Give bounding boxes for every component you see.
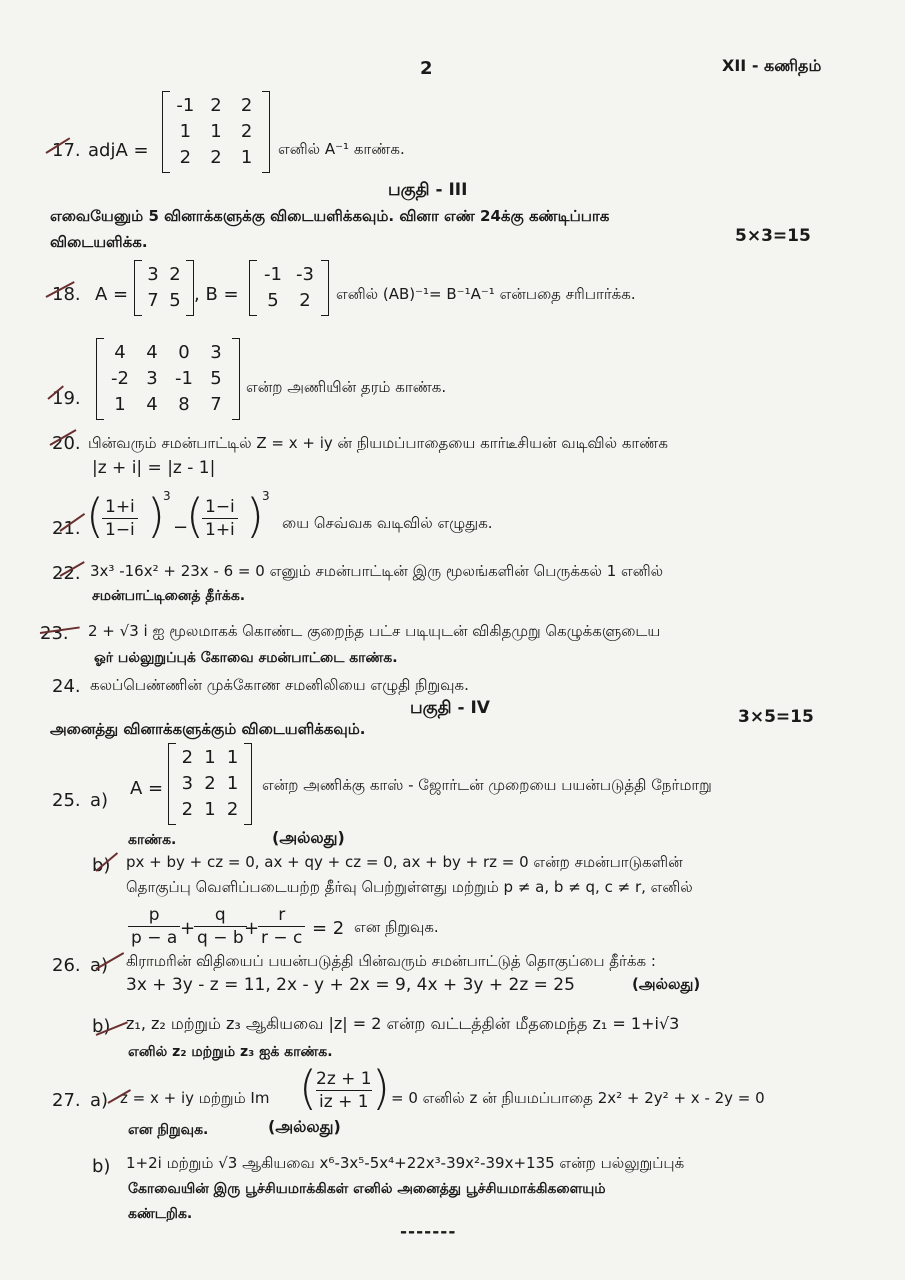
- q25-matrix-cell: 2: [226, 799, 239, 820]
- q19-matrix: [104, 340, 232, 418]
- footer-divider: -------: [400, 1222, 457, 1242]
- q27-fraction-denominator: iz + 1: [316, 1090, 372, 1113]
- q21-exponent-1: 3: [163, 489, 171, 503]
- q17-matrix-cell: -1: [176, 95, 195, 116]
- q19-matrix-cell: 0: [178, 342, 190, 363]
- q17-text: எனில் A⁻¹ காண்க.: [278, 140, 405, 158]
- q25-matrix-cell: 2: [181, 799, 194, 820]
- q25-matrix-cell: 1: [204, 747, 216, 768]
- q19-matrix-cell: 8: [178, 394, 190, 415]
- q25-number: 25.: [52, 790, 81, 811]
- q19-matrix-cell: -1: [175, 368, 193, 389]
- q25-fraction-q-denominator: q − b: [194, 926, 247, 949]
- q18-b-label: , B =: [194, 284, 239, 305]
- q25-a-text2: காண்க.: [128, 832, 177, 848]
- q24-number: 24.: [52, 676, 81, 697]
- q18-b-matrix-cell: -1: [264, 264, 282, 285]
- q19-matrix-cell: 7: [210, 394, 222, 415]
- q21-fraction-1-numerator: 1+i: [105, 497, 135, 517]
- q18-a-label: A =: [95, 284, 129, 305]
- q26-b-line2: எனில் z₂ மற்றும் z₃ ஐக் காண்க.: [128, 1044, 333, 1060]
- q26-a-label: a): [90, 955, 109, 976]
- q25-fraction-q-numerator: q: [214, 905, 226, 925]
- q25-b-label: b): [92, 855, 111, 876]
- q25-fraction-p-numerator: p: [148, 905, 160, 925]
- q18-b-matrix-cell: 2: [299, 290, 311, 311]
- q27-or: (அல்லது): [268, 1117, 341, 1136]
- q19-number: 19.: [52, 388, 81, 409]
- section3-marks: 5×3=15: [735, 226, 811, 246]
- q17-matrix-cell: 2: [179, 147, 192, 168]
- q27-b-line1: 1+2i மற்றும் √3 ஆகியவை x⁶-3x⁵-5x⁴+22x³-39x²-39x+135 என்ற பல்லுறுப்புக்: [126, 1154, 685, 1172]
- q19-matrix-cell: 1: [114, 394, 126, 415]
- q26-or: (அல்லது): [632, 975, 701, 993]
- q18-text: எனில் (AB)⁻¹= B⁻¹A⁻¹ என்பதை சரிபார்க்க.: [336, 285, 636, 303]
- q25-a-text1: என்ற அணிக்கு காஸ் - ஜோர்டன் முறையை பயன்படுத்தி நேர்மாறு: [262, 776, 712, 794]
- q24-text: கலப்பெண்ணின் முக்கோண சமனிலியை எழுதி நிறுவுக.: [90, 676, 469, 694]
- q22-number: 22.: [52, 563, 81, 584]
- page-number: 2: [420, 58, 433, 79]
- q25-fraction-p-denominator: p − a: [128, 926, 180, 949]
- q17-number: 17.: [52, 140, 81, 161]
- q17-matrix-cell: 1: [240, 147, 253, 168]
- q19-matrix-cell: 4: [146, 342, 158, 363]
- q18-a-matrix-cell: 3: [147, 264, 159, 285]
- q17-matrix-cell: 2: [240, 121, 253, 142]
- q21-fraction-2-numerator: 1−i: [205, 497, 235, 517]
- q18-b-matrix-cell: 5: [267, 290, 279, 311]
- q25-equals: = 2: [312, 918, 345, 939]
- q18-a-matrix-cell: 2: [169, 264, 181, 285]
- q18-b-matrix: [257, 262, 321, 314]
- section4-instruction: அனைத்து வினாக்களுக்கும் விடையளிக்கவும்.: [50, 720, 366, 738]
- q18-number: 18.: [52, 284, 81, 305]
- section4-title: பகுதி - IV: [410, 698, 490, 718]
- q17-matrix: [170, 93, 262, 171]
- q23-line2: ஓர் பல்லுறுப்புக் கோவை சமன்பாட்டை காண்க.: [94, 650, 398, 666]
- q25-fraction-r: [258, 904, 305, 949]
- q25-matrix-cell: 1: [204, 799, 216, 820]
- q21-close-paren-2: ): [246, 489, 264, 543]
- q25-b-line2: தொகுப்பு வெளிப்படையற்ற தீர்வு பெற்றுள்ளது மற்றும் p ≠ a, b ≠ q, c ≠ r, எனில்: [126, 878, 693, 896]
- q22-line2: சமன்பாட்டினைத் தீர்க்க.: [92, 588, 246, 604]
- q25-or: (அல்லது): [272, 828, 345, 847]
- q18-a-matrix: [142, 262, 186, 314]
- q21-fraction-2: [202, 496, 238, 541]
- q25-b-line1: px + by + cz = 0, ax + qy + cz = 0, ax + by + rz = 0 என்ற சமன்பாடுகளின்: [126, 853, 683, 871]
- q27-a-line2: என நிறுவுக.: [128, 1122, 209, 1138]
- q21-fraction-1: [102, 496, 138, 541]
- q23-line1: 2 + √3 i ஐ மூலமாகக் கொண்ட குறைந்த பட்ச படியுடன் விகிதமுறு கெழுக்களுடைய: [88, 622, 661, 640]
- q25-plus-1: +: [180, 918, 196, 939]
- q25-a-lhs: A =: [130, 778, 164, 799]
- q25-fraction-r-numerator: r: [278, 905, 286, 925]
- q21-text: யை செவ்வக வடிவில் எழுதுக.: [282, 514, 493, 532]
- q27-a-label: a): [90, 1090, 109, 1111]
- section3-title: பகுதி - III: [388, 180, 468, 200]
- q25-matrix: [176, 745, 244, 823]
- q18-b-matrix-cell: -3: [296, 264, 314, 285]
- q25-matrix-cell: 3: [181, 773, 194, 794]
- q19-text: என்ற அணியின் தரம் காண்க.: [246, 378, 447, 396]
- q21-exponent-2: 3: [262, 489, 270, 503]
- q23-number: 23.: [40, 623, 69, 644]
- q21-open-paren-1: (: [86, 489, 104, 543]
- q25-matrix-cell: 1: [226, 747, 239, 768]
- q27-number: 27.: [52, 1090, 81, 1111]
- q25-a-label: a): [90, 790, 109, 811]
- subject-header: XII - கணிதம்: [722, 56, 822, 75]
- q27-a-post: = 0 எனில் z ன் நியமப்பாதை 2x² + 2y² + x - 2y = 0: [391, 1089, 765, 1107]
- q19-matrix-cell: 4: [114, 342, 126, 363]
- q21-minus: −: [173, 517, 189, 538]
- q20-line2: |z + i| = |z - 1|: [92, 458, 216, 478]
- q20-number: 20.: [52, 433, 81, 454]
- q19-matrix-cell: 4: [146, 394, 158, 415]
- q25-fraction-p: [128, 904, 180, 949]
- q27-b-line3: கண்டறிக.: [128, 1206, 193, 1222]
- q27-fraction-numerator: 2z + 1: [316, 1069, 372, 1089]
- section3-instruction-line2: விடையளிக்க.: [50, 233, 148, 251]
- q22-line1: 3x³ -16x² + 23x - 6 = 0 எனும் சமன்பாட்டின் இரு மூலங்களின் பெருக்கல் 1 எனில்: [90, 562, 664, 580]
- q19-matrix-cell: -2: [111, 368, 129, 389]
- q21-fraction-1-denominator: 1−i: [102, 518, 138, 541]
- q26-a-line1: கிராமரின் விதியைப் பயன்படுத்தி பின்வரும் சமன்பாட்டுத் தொகுப்பை தீர்க்க :: [126, 952, 656, 970]
- q27-b-label: b): [92, 1156, 111, 1177]
- q19-matrix-cell: 3: [146, 368, 158, 389]
- q26-b-label: b): [92, 1016, 111, 1037]
- q19-matrix-cell: 3: [210, 342, 222, 363]
- q27-open-paren: (: [299, 1061, 317, 1115]
- q25-fraction-q: [194, 904, 247, 949]
- q21-number: 21.: [52, 518, 81, 539]
- q25-matrix-cell: 2: [181, 747, 194, 768]
- q27-b-line2: கோவையின் இரு பூச்சியமாக்கிகள் எனில் அனைத்து பூச்சியமாக்கிகளையும்: [128, 1181, 606, 1197]
- q26-number: 26.: [52, 955, 81, 976]
- q19-matrix-cell: 5: [210, 368, 222, 389]
- q26-a-line2: 3x + 3y - z = 11, 2x - y + 2x = 9, 4x + 3y + 2z = 25: [126, 975, 575, 995]
- q17-matrix-cell: 2: [210, 147, 222, 168]
- q20-line1: பின்வரும் சமன்பாட்டில் Z = x + iy ன் நியமப்பாதையை கார்டீசியன் வடிவில் காண்க: [88, 434, 668, 452]
- q17-matrix-cell: 2: [210, 95, 222, 116]
- q25-plus-2: +: [244, 918, 260, 939]
- q18-a-matrix-cell: 7: [147, 290, 159, 311]
- q27-close-paren: ): [372, 1061, 390, 1115]
- q26-b-line1: z₁, z₂ மற்றும் z₃ ஆகியவை |z| = 2 என்ற வட்டத்தின் மீதமைந்த z₁ = 1+i√3: [126, 1014, 680, 1033]
- section4-marks: 3×5=15: [738, 707, 814, 727]
- q17-matrix-cell: 1: [210, 121, 222, 142]
- section3-instruction-line1: எவையேனும் 5 வினாக்களுக்கு விடையளிக்கவும். வினா எண் 24க்கு கண்டிப்பாக: [50, 207, 610, 225]
- q25-b-end: என நிறுவுக.: [354, 918, 439, 936]
- q25-fraction-r-denominator: r − c: [258, 926, 305, 949]
- q27-a-pre: z = x + iy மற்றும் Im: [120, 1089, 270, 1107]
- q27-fraction: [313, 1068, 375, 1113]
- q25-matrix-cell: 2: [204, 773, 216, 794]
- q25-matrix-cell: 1: [226, 773, 239, 794]
- q21-open-paren-2: (: [186, 489, 204, 543]
- q17-matrix-cell: 2: [240, 95, 253, 116]
- q18-a-matrix-cell: 5: [169, 290, 181, 311]
- q17-lhs: adjA =: [88, 140, 149, 161]
- q21-close-paren-1: ): [147, 489, 165, 543]
- q17-matrix-cell: 1: [179, 121, 192, 142]
- q21-fraction-2-denominator: 1+i: [202, 518, 238, 541]
